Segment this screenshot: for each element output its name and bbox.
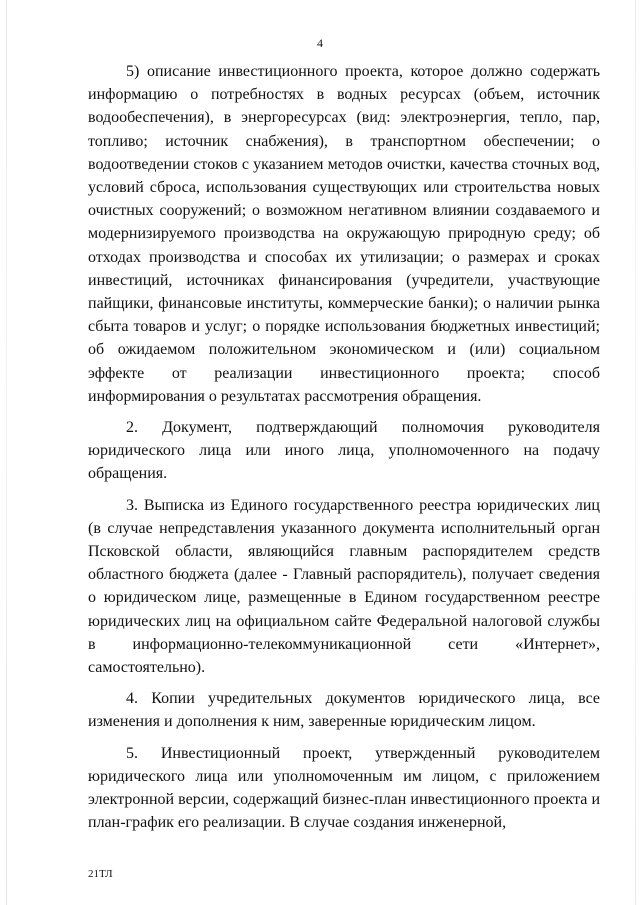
paragraph-item-4-founding-documents: 4. Копии учредительных документов юридического лица, все изменения и дополнения к ним, заверенные юридическим лицом. — [88, 690, 600, 731]
paragraph-item-5-investment-project: 5. Инвестиционный проект, утвержденный руководителем юридического лица или уполномоченным им лицом, с приложением электронной версии, содержащий бизнес-план инвестиционного проекта и план-график его реализации. В случае создания инженерной, — [88, 744, 600, 832]
scan-edge-right — [635, 0, 636, 905]
paragraph-item-5-description: 5) описание инвестиционного проекта, которое должно содержать информацию о потребностях в водных ресурсах (объем, источник водообеспечения), в энергоресурсах (вид: электроэнергия, тепло, пар, топливо; источник снабжения), в транспортном обеспечении; о водоотведении стоков с указанием методов очистки, качества сточных вод, условий сброса, использования существующих или строительства новых очистных сооружений; о возможном негативном влиянии создаваемого и модернизируемого производства на окружающую природную среду; об отходах производства и способах их утилизации; о размерах и сроках инвестиций, источниках финансирования (учредители, участвующие пайщики, финансовые институты, коммерческие банки); о наличии рынка сбыта товаров и услуг; о порядке использования бюджетных инвестиций; об ожидаемом положительном экономическом и (или) социальном эффекте от реализации инвестиционного проекта; способ информирования о результатах рассмотрения обращения. — [88, 63, 600, 405]
page-number: 4 — [317, 36, 323, 50]
footer-code: 21ТЛ — [88, 868, 113, 880]
paragraph-item-3-registry-extract: 3. Выписка из Единого государственного реестра юридических лиц (в случае непредставления указанного документа исполнительный орган Псковской области, являющийся главным распорядителем средств областного бюджета (далее - Главный распорядитель), получает сведения о юридическом лице, размещенные в Едином государственном реестре юридических лиц на официальном сайте Федеральной налоговой службы в информационно-телекоммуникационной сети «Интернет», самостоятельно). — [88, 496, 600, 677]
paragraph-item-2-authority-document: 2. Документ, подтверждающий полномочия руководителя юридического лица или иного лица, уполномоченного на подачу обращения. — [88, 419, 600, 483]
document-body — [88, 60, 600, 843]
scan-edge-left — [6, 0, 7, 905]
